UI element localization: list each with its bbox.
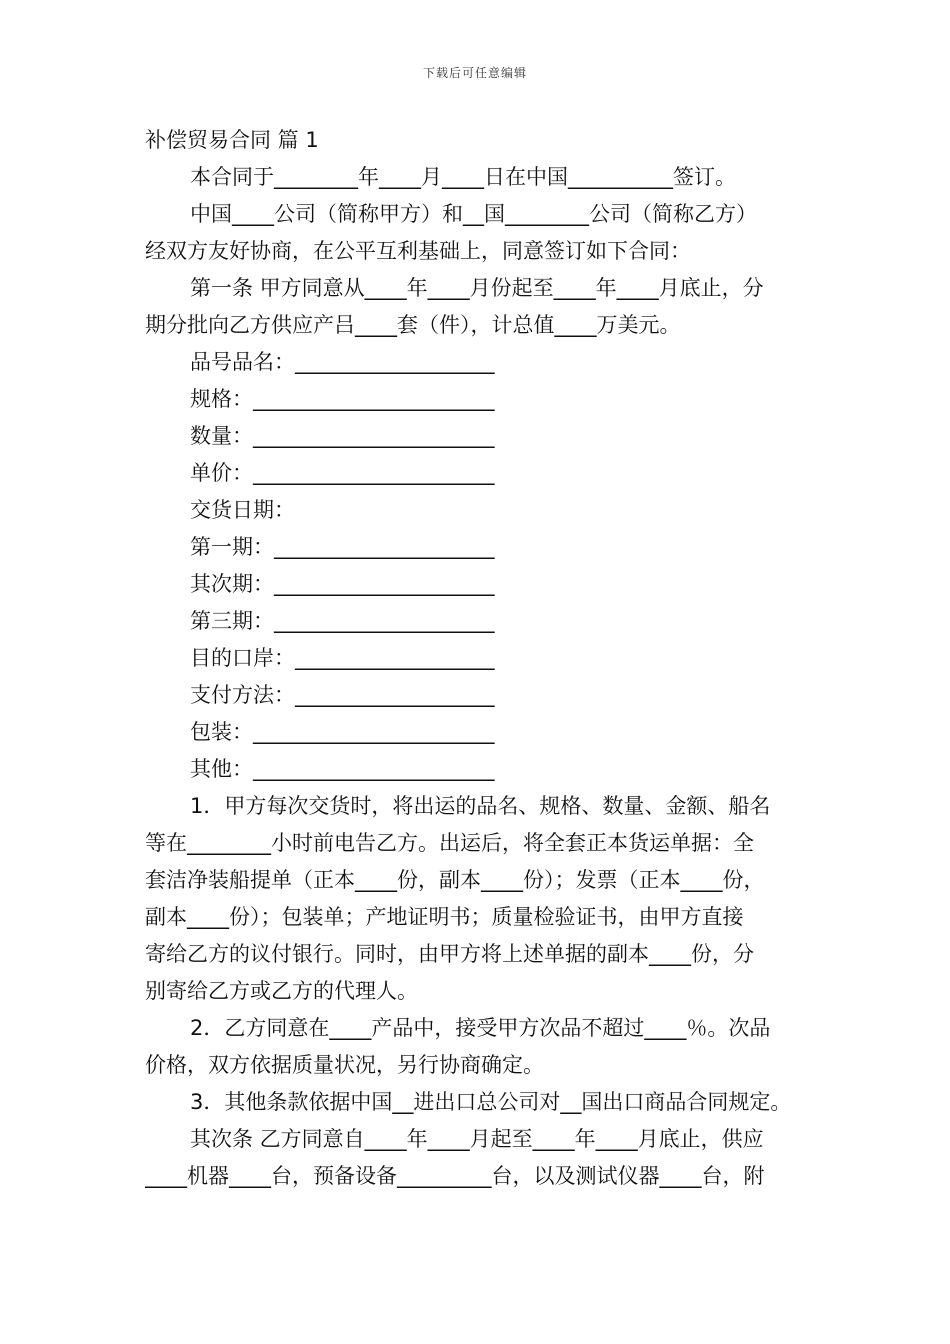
document-line: 其次条 乙方同意自____年____月起至____年____月底止，供应 <box>190 1127 764 1151</box>
document-line: ____机器____台，预备设备_________台，以及测试仪器____台，附 <box>145 1164 765 1188</box>
document-line: 价格，双方依据质量状况，另行协商确定。 <box>145 1053 544 1077</box>
document-line: 第一条 甲方同意从____年____月份起至____年____月底止，分 <box>190 276 764 300</box>
document-line: 经双方友好协商，在公平互利基础上，同意签订如下合同： <box>145 239 691 263</box>
document-body <box>145 122 810 1195</box>
document-title: 补偿贸易合同 篇 1 <box>145 128 319 152</box>
document-line: 支付方法：___________________ <box>190 683 495 707</box>
document-line: 2．乙方同意在____产品中，接受甲方次品不超过____％。次品 <box>190 1016 771 1040</box>
document-line: 3．其他条款依据中国__进出口总公司对__国出口商品合同规定。 <box>190 1090 792 1114</box>
document-line: 单价：_______________________ <box>190 461 495 485</box>
document-line: 目的口岸：___________________ <box>190 646 495 670</box>
document-line: 数量：_______________________ <box>190 424 495 448</box>
document-line: 等在________小时前电告乙方。出运后，将全套正本货运单据：全 <box>145 831 754 855</box>
document-line: 其次期：_____________________ <box>190 572 495 596</box>
document-line: 别寄给乙方或乙方的代理人。 <box>145 979 418 1003</box>
document-line: 其他：_______________________ <box>190 757 495 781</box>
document-line: 寄给乙方的议付银行。同时，由甲方将上述单据的副本____份，分 <box>145 942 754 966</box>
document-line: 套洁净装船提单（正本____份，副本____份）；发票（正本____份， <box>145 868 765 892</box>
document-lines <box>145 159 810 1195</box>
document-line: 第一期：_____________________ <box>190 535 495 559</box>
document-line: 本合同于________年____月____日在中国__________签订。 <box>190 165 736 189</box>
document-line: 1．甲方每次交货时，将出运的品名、规格、数量、金额、船名 <box>190 794 771 818</box>
document-line: 中国____公司（简称甲方）和__国________公司（简称乙方） <box>190 202 757 226</box>
document-line: 第三期：_____________________ <box>190 609 495 633</box>
document-line: 规格：_______________________ <box>190 387 495 411</box>
document-line: 包装：_______________________ <box>190 720 495 744</box>
document-line: 交货日期： <box>190 498 295 522</box>
document-line: 期分批向乙方供应产吕____套（件），计总值____万美元。 <box>145 313 681 337</box>
page-header: 下载后可任意编辑 <box>422 66 527 80</box>
document-line: 品号品名：___________________ <box>190 350 495 374</box>
document-line: 副本____份）；包装单；产地证明书；质量检验证书，由甲方直接 <box>145 905 744 929</box>
